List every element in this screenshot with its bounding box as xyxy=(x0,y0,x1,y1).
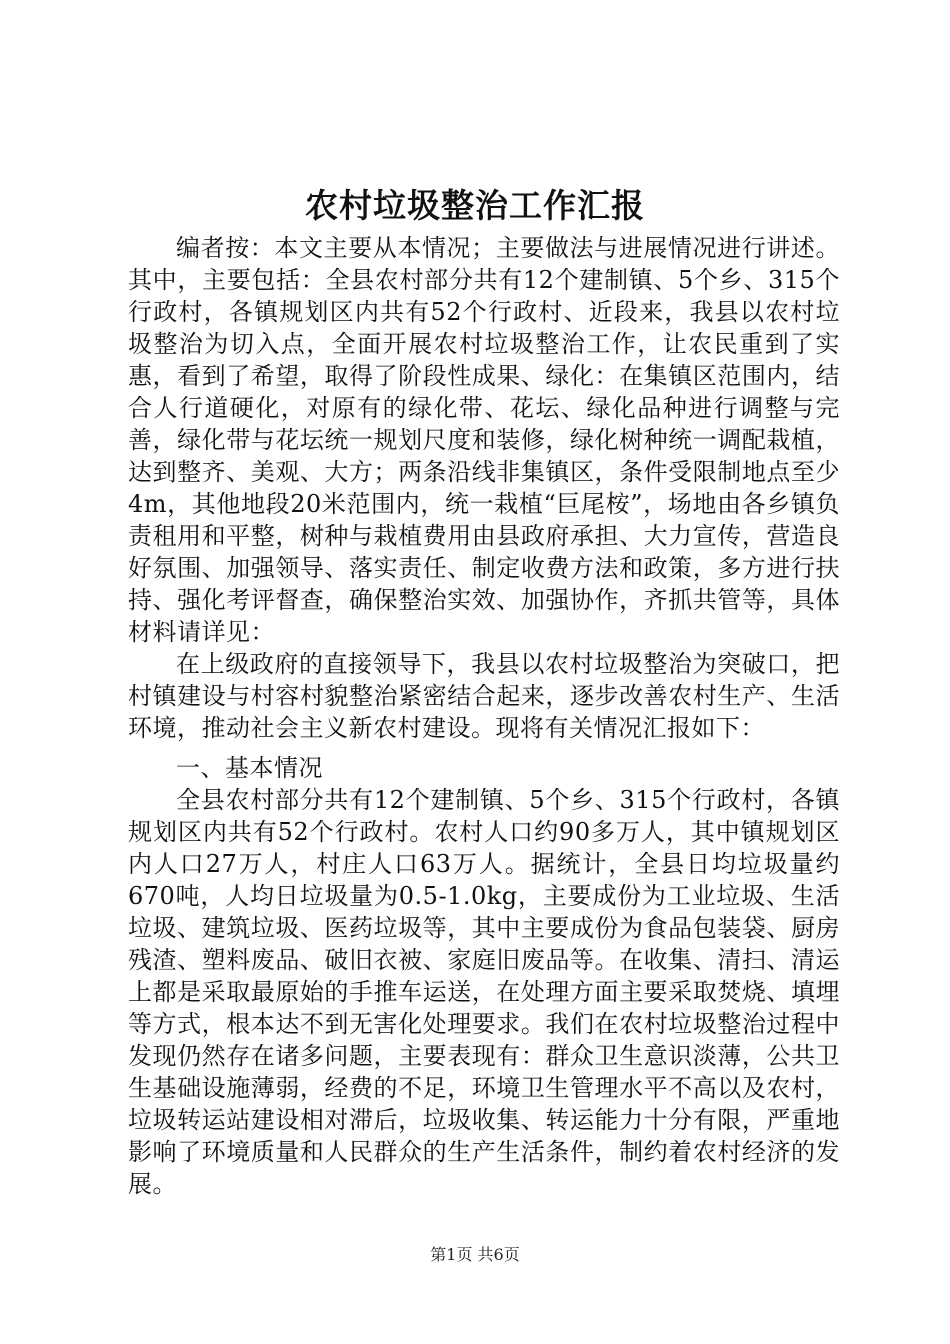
section-heading-basic-situation: 一、基本情况 xyxy=(176,754,323,782)
basic-situation-paragraph: 全县农村部分共有12个建制镇、5个乡、315个行政村，各镇规划区内共有52个行政村。农村人口约90多万人，其中镇规划区内人口27万人，村庄人口63万人。据统计，全县日均垃圾量约670吨，人均日垃圾量为0.5-1.0kg，主要成份为工业垃圾、生活垃圾、建筑垃圾、医药垃圾等，其中主要成份为食品包装袋、厨房残渣、塑料废品、破旧衣被、家庭旧废品等。在收集、清扫、清运上都是采取最原始的手推车运送，在处理方面主要采取焚烧、填埋等方式，根本达不到无害化处理要求。我们在农村垃圾整治过程中发现仍然存在诸多问题，主要表现有：群众卫生意识淡薄，公共卫生基础设施薄弱，经费的不足，环境卫生管理水平不高以及农村，垃圾转运站建设相对滞后，垃圾收集、转运能力十分有限，严重地影响了环境质量和人民群众的生产生活条件，制约着农村经济的发展。 xyxy=(128,786,840,1198)
basic-situation-section xyxy=(128,784,840,1200)
intro-section xyxy=(128,232,840,744)
page-number: 第1页 共6页 xyxy=(430,1245,520,1264)
document-title: 农村垃圾整治工作汇报 xyxy=(305,186,645,225)
editor-note-paragraph: 编者按：本文主要从本情况；主要做法与进展情况进行讲述。其中，主要包括：全县农村部分共有12个建制镇、5个乡、315个行政村，各镇规划区内共有52个行政村、近段来，我县以农村垃圾整治为切入点，全面开展农村垃圾整治工作，让农民重到了实惠，看到了希望，取得了阶段性成果、绿化：在集镇区范围内，结合人行道硬化，对原有的绿化带、花坛、绿化品种进行调整与完善，绿化带与花坛统一规划尺度和装修，绿化树种统一调配栽植，达到整齐、美观、大方；两条沿线非集镇区，条件受限制地点至少4m，其他地段20米范围内，统一栽植“巨尾桉”，场地由各乡镇负责租用和平整，树种与栽植费用由县政府承担、大力宣传，营造良好氛围、加强领导、落实责任、制定收费方法和政策，多方进行扶持、强化考评督查，确保整治实效、加强协作，齐抓共管等，具体材料请详见： xyxy=(128,234,840,646)
report-intro-paragraph: 在上级政府的直接领导下，我县以农村垃圾整治为突破口，把村镇建设与村容村貌整治紧密结合起来，逐步改善农村生产、生活环境，推动社会主义新农村建设。现将有关情况汇报如下： xyxy=(128,650,840,742)
